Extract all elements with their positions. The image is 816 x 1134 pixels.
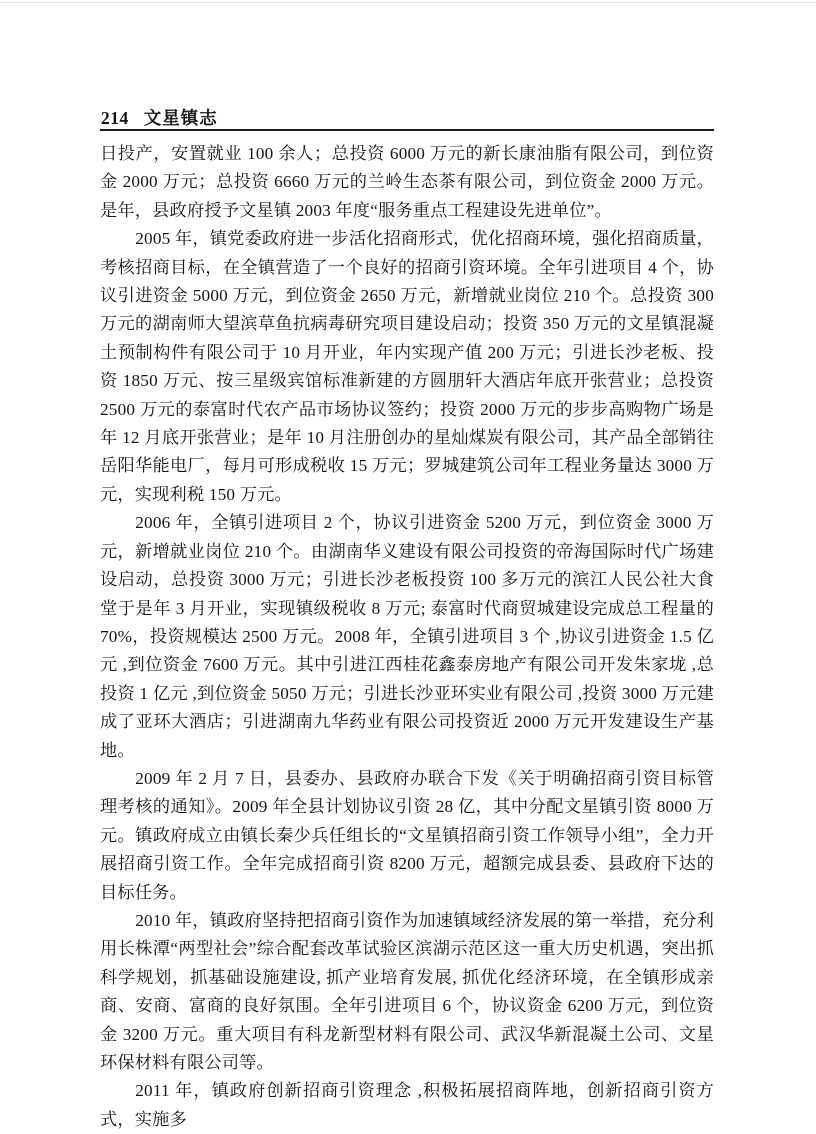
paragraph-2009: 2009 年 2 月 7 日，县委办、县政府办联合下发《关于明确招商引资目标管理考核的通知》。2009 年全县计划协议引资 28 亿，其中分配文星镇引资 8000 万元。镇政府成立由镇长秦少兵任组长的“文星镇招商引资工作领导小组”，全力开展招商引资工作。全年完成招商引资 8200 万元，超额完成县委、县政府下达的目标任务。	[100, 768, 714, 902]
header-rule	[100, 129, 714, 131]
running-header	[101, 107, 714, 129]
paragraph-2005: 2005 年，镇党委政府进一步活化招商形式，优化招商环境，强化招商质量，考核招商目标，在全镇营造了一个良好的招商引资环境。全年引进项目 4 个，协议引进资金 5000 万元，到位资金 2650 万元，新增就业岗位 210 个。总投资 300 万元的湖南师大望滨草鱼抗病毒研究项目建设启动；投资 350 万元的文星镇混凝土预制构件有限公司于 10 月开业，年内实现产值 200 万元；引进长沙老板、投资 1850 万元、按三星级宾馆标准新建的方圆朋轩大酒店年底开张营业；总投资 2500 万元的泰富时代农产品市场协议签约；投资 2000 万元的步步高购物广场是年 12 月底开张营业；是年 10 月注册创办的星灿煤炭有限公司，其产品全部销往岳阳华能电厂，每月可形成税收 15 万元；罗城建筑公司年工程业务量达 3000 万元，实现利税 150 万元。	[100, 229, 714, 504]
paragraph-2011: 2011 年，镇政府创新招商引资理念 ,积极拓展招商阵地，创新招商引资方式，实施多	[100, 1081, 714, 1129]
book-title: 文星镇志	[143, 108, 218, 128]
paragraph-2010: 2010 年，镇政府坚持把招商引资作为加速镇域经济发展的第一举措，充分利用长株潭“两型社会”综合配套改革试验区滨湖示范区这一重大历史机遇，突出抓科学规划，抓基础设施建设, 抓产业培育发展, 抓优化经济环境，在全镇形成亲商、安商、富商的良好氛围。全年引进项目 6 个，协议资金 6200 万元，到位资金 3200 万元。重大项目有科龙新型材料有限公司、武汉华新混凝土公司、文星环保材料有限公司等。	[100, 910, 714, 1072]
page-number: 214	[101, 108, 129, 128]
paragraph-continuation-2003: 日投产，安置就业 100 余人；总投资 6000 万元的新长康油脂有限公司，到位资金 2000 万元；总投资 6660 万元的兰岭生态茶有限公司，到位资金 2000 万元。是年，县政府授予文星镇 2003 年度“服务重点工程建设先进单位”。	[100, 144, 714, 220]
paragraph-2006-2008: 2006 年，全镇引进项目 2 个，协议引进资金 5200 万元，到位资金 3000 万元，新增就业岗位 210 个。由湖南华义建设有限公司投资的帝海国际时代广场建设启动，总投资 3000 万元；引进长沙老板投资 100 多万元的滨江人民公社大食堂于是年 3 月开业，实现镇级税收 8 万元; 泰富时代商贸城建设完成总工程量的 70%，投资规模达 2500 万元。2008 年，全镇引进项目 3 个 ,协议引进资金 1.5 亿元 ,到位资金 7600 万元。其中引进江西桂花鑫泰房地产有限公司开发朱家垅 ,总投资 1 亿元 ,到位资金 5050 万元；引进长沙亚环实业有限公司 ,投资 3000 万元建成了亚环大酒店；引进湖南九华药业有限公司投资近 2000 万元开发建设生产基地。	[100, 513, 714, 760]
page-body	[100, 140, 714, 1134]
scan-edge-artifact	[0, 2, 816, 3]
